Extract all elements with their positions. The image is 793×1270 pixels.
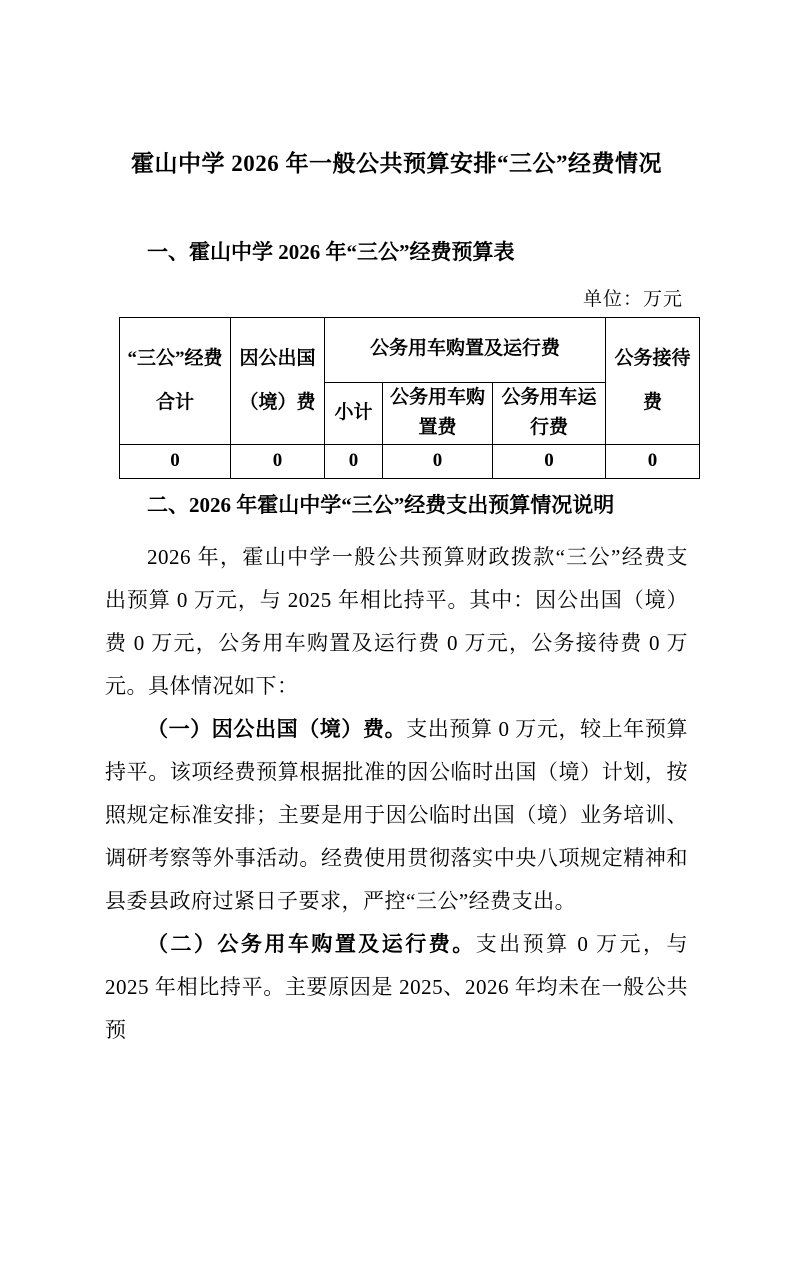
document-page (0, 148, 793, 1270)
table-header-row-1 (120, 317, 700, 382)
table-values-row (120, 444, 700, 478)
paragraph-vehicle-fee-lead: （二）公务用车购置及运行费。 (147, 931, 476, 956)
header-cell-vehicle-operation: 公务用车运行费 (493, 382, 606, 444)
header-cell-vehicle-purchase: 公务用车购置费 (383, 382, 493, 444)
three-public-budget-table (119, 317, 700, 479)
paragraph-overview-text: 2026 年，霍山中学一般公共预算财政拨款“三公”经费支出预算 0 万元，与 2025 年相比持平。其中：因公出国（境）费 0 万元，公务用车购置及运行费 0 万元，公务接待费 0 万元。具体情况如下： (105, 544, 688, 698)
header-cell-vehicle-subtotal: 小计 (325, 382, 383, 444)
value-cell-vehicle-operation: 0 (493, 444, 606, 478)
explanation-body (105, 536, 688, 1052)
paragraph-abroad-fee-text: 支出预算 0 万元，较上年预算持平。该项经费预算根据批准的因公临时出国（境）计划，按照规定标准安排；主要是用于因公临时出国（境）业务培训、调研考察等外事活动。经费使用贯彻落实中央八项规定精神和县委县政府过紧日子要求，严控“三公”经费支出。 (105, 716, 689, 913)
table-unit-note: 单位：万元 (582, 288, 683, 310)
section-two-heading: 二、2026 年霍山中学“三公”经费支出预算情况说明 (147, 492, 615, 517)
section-one-heading: 一、霍山中学 2026 年“三公”经费预算表 (147, 240, 515, 265)
paragraph-overview (105, 536, 688, 708)
value-cell-vehicle-subtotal: 0 (325, 444, 383, 478)
header-cell-vehicle-group: 公务用车购置及运行费 (325, 317, 606, 382)
value-cell-abroad: 0 (231, 444, 325, 478)
value-cell-reception: 0 (606, 444, 700, 478)
header-cell-total: “三公”经费合计 (120, 317, 231, 444)
value-cell-total: 0 (120, 444, 231, 478)
paragraph-vehicle-fee (105, 923, 688, 1052)
paragraph-abroad-fee (105, 708, 688, 923)
paragraph-abroad-fee-lead: （一）因公出国（境）费。 (147, 716, 407, 741)
header-cell-reception: 公务接待费 (606, 317, 700, 444)
document-title: 霍山中学 2026 年一般公共预算安排“三公”经费情况 (131, 151, 662, 176)
value-cell-vehicle-purchase: 0 (383, 444, 493, 478)
paragraph-vehicle-fee-text: 支出预算 0 万元，与 2025 年相比持平。主要原因是 2025、2026 年均未在一般公共预 (105, 931, 689, 1042)
header-cell-abroad: 因公出国（境）费 (231, 317, 325, 444)
